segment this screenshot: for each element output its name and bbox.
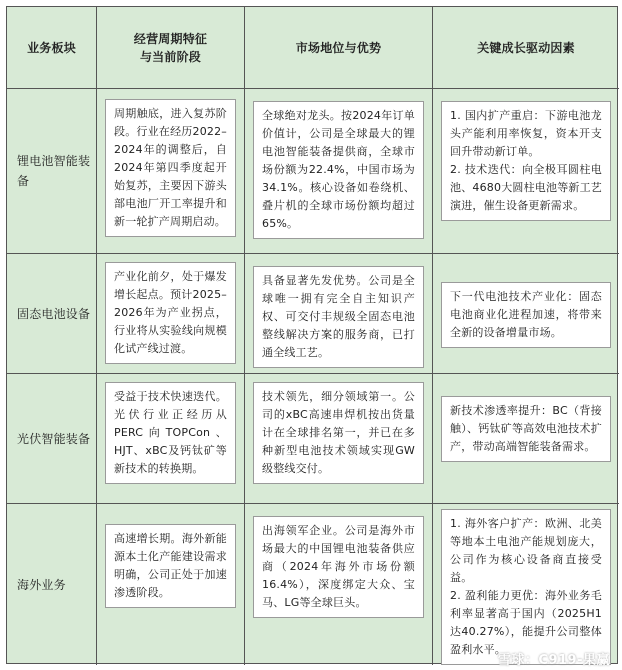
cycle-box (105, 262, 236, 364)
header-segment-text: 业务板块 (27, 40, 76, 55)
header-cycle-text: 经营周期特征 与当前阶段 (133, 31, 208, 64)
segment-label: 光伏智能装备 (17, 431, 91, 446)
row-cycle (97, 374, 245, 504)
header-segment (7, 7, 97, 89)
header-drivers (433, 7, 619, 89)
row-segment (7, 374, 97, 504)
header-position-text: 市场地位与优势 (295, 40, 382, 55)
position-box (253, 382, 424, 484)
position-text: 出海领军企业。公司是海外市场最大的中国锂电池装备供应商（2024年海外市场份额16.4%），深度绑定大众、宝马、LG等全球巨头。 (262, 524, 415, 609)
row-position (245, 374, 433, 504)
position-box (253, 101, 424, 239)
position-text: 全球绝对龙头。按2024年订单价值计，公司是全球最大的锂电池智能装备提供商，全球市场份额为22.4%，中国市场为34.1%。核心设备如卷绕机、叠片机的全球市场份额均超过65%。 (262, 109, 415, 230)
cycle-text: 受益于技术快速迭代。光伏行业正经历从PERC向TOPCon、HJT、xBC及钙钛矿等新技术的转换期。 (114, 390, 227, 475)
cycle-box (105, 524, 236, 608)
segment-label: 固态电池设备 (17, 306, 91, 321)
row-drivers (433, 374, 619, 504)
position-box (253, 266, 424, 368)
cycle-text: 产业化前夕，处于爆发增长起点。预计2025–2026年为产业拐点，行业将从实验线向规模化试产线过渡。 (114, 270, 227, 355)
driver-item: 1. 海外客户扩产：欧洲、北美等地本土电池产能规划庞大，公司作为核心设备商直接受益。 (450, 517, 602, 584)
cycle-box (105, 382, 236, 484)
position-box (253, 516, 424, 618)
driver-item: 2. 盈利能力更优：海外业务毛利率显著高于国内（2025H1达40.27%），能提升公司整体盈利水平。 (450, 589, 602, 656)
row-segment (7, 504, 97, 665)
row-cycle (97, 504, 245, 665)
drivers-box (441, 282, 611, 348)
row-drivers (433, 254, 619, 374)
row-segment (7, 254, 97, 374)
watermark-text: 雪球：C919-果赢 (497, 653, 610, 668)
header-position (245, 7, 433, 89)
header-drivers-text: 关键成长驱动因素 (477, 40, 575, 55)
row-cycle (97, 254, 245, 374)
position-text: 具备显著先发优势。公司是全球唯一拥有完全自主知识产权、可交付丰规级全固态电池整线解决方案的服务商，已打通全线工艺。 (262, 274, 415, 359)
cycle-text: 高速增长期。海外新能源本土化产能建设需求明确，公司正处于加速渗透阶段。 (114, 532, 227, 599)
segment-label: 锂电池智能装备 (17, 154, 91, 188)
row-drivers (433, 504, 619, 665)
driver-item: 新技术渗透率提升：BC（背接触）、钙钛矿等高效电池技术扩产，带动高端智能装备需求。 (450, 404, 602, 453)
row-segment (7, 89, 97, 254)
row-position (245, 89, 433, 254)
comparison-table (6, 6, 618, 664)
driver-item: 下一代电池技术产业化：固态电池商业化进程加速，将带来全新的设备增量市场。 (450, 290, 602, 339)
driver-item: 2. 技术迭代：向全极耳圆柱电池、4680大圆柱电池等新工艺演进，催生设备更新需求。 (450, 163, 602, 212)
driver-item: 1. 国内扩产重启：下游电池龙头产能利用率恢复，资本开支回升带动新订单。 (450, 109, 602, 158)
drivers-box (441, 101, 611, 221)
cycle-box (105, 99, 236, 237)
row-drivers (433, 89, 619, 254)
row-cycle (97, 89, 245, 254)
cycle-text: 周期触底，进入复苏阶段。行业在经历2022–2024年的调整后，自2024年第四季度起开始复苏，主要因下游头部电池厂开工率提升和新一轮扩产周期启动。 (114, 107, 227, 228)
position-text: 技术领先，细分领域第一。公司的xBC高速串焊机按出货量计在全球排名第一，并已在多种新型电池技术领域实现GW级整线交付。 (262, 390, 415, 475)
drivers-box (441, 396, 611, 462)
row-position (245, 504, 433, 665)
drivers-box (441, 509, 611, 665)
header-cycle (97, 7, 245, 89)
row-position (245, 254, 433, 374)
segment-label: 海外业务 (17, 577, 66, 592)
